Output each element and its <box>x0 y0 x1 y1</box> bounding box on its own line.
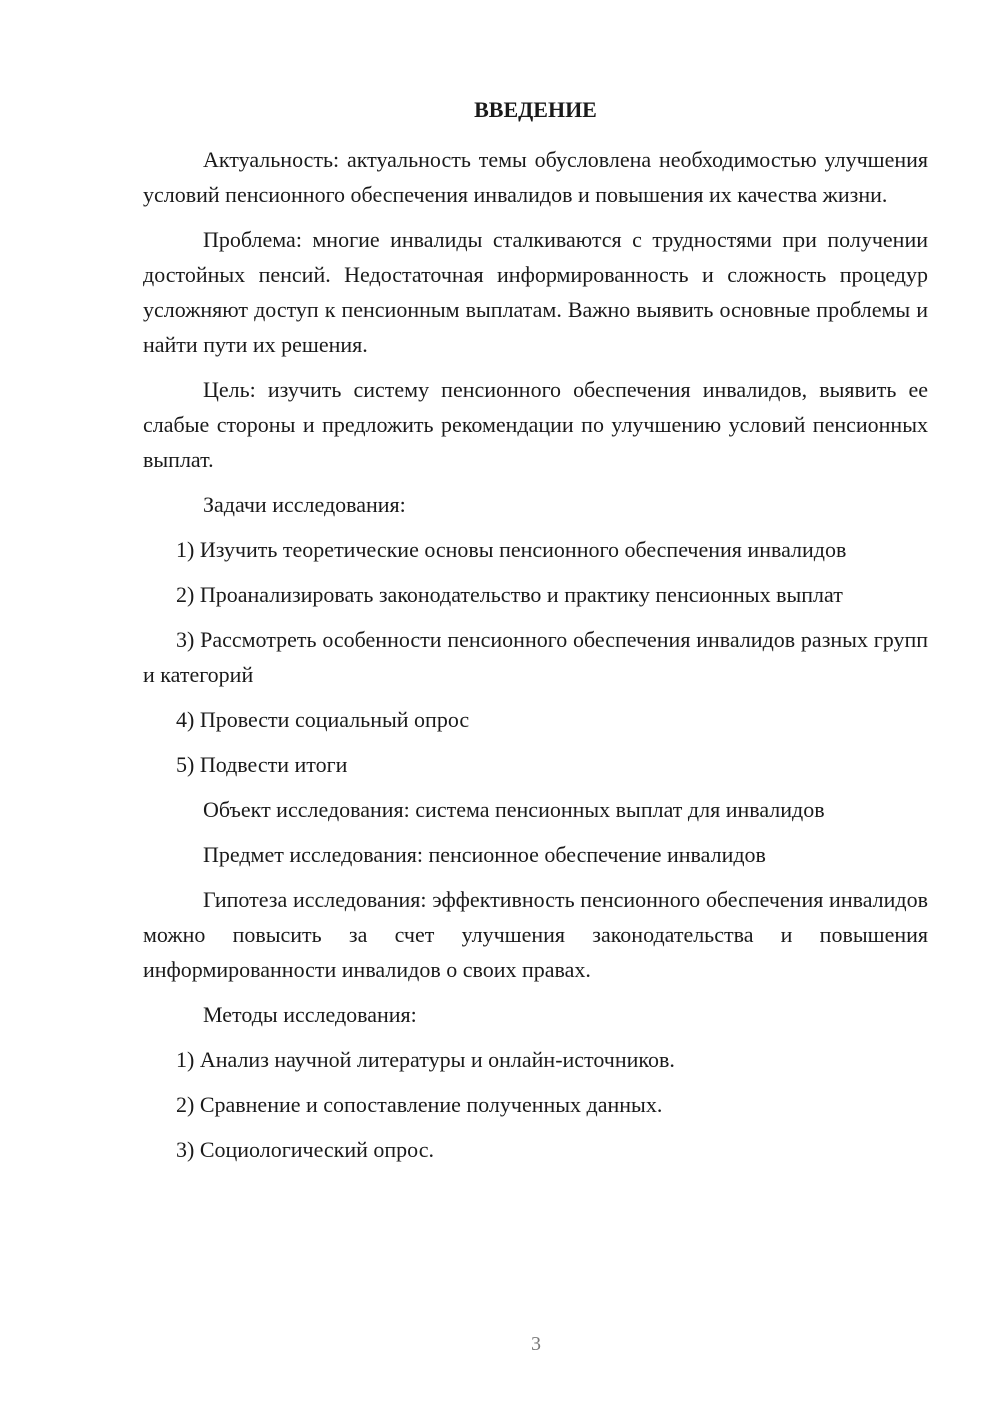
method-item-1: 1) Анализ научной литературы и онлайн-источников. <box>176 1047 675 1072</box>
task-item-1: 1) Изучить теоретические основы пенсионного обеспечения инвалидов <box>176 537 847 562</box>
methods-heading: Методы исследования: <box>203 1002 417 1027</box>
paragraph-relevance: Актуальность: актуальность темы обусловлена необходимостью улучшения условий пенсионного обеспечения инвалидов и повышения их качества жизни. <box>143 147 928 207</box>
paragraph-object: Объект исследования: система пенсионных выплат для инвалидов <box>203 797 825 822</box>
task-item-4: 4) Провести социальный опрос <box>176 707 470 732</box>
paragraph-problem: Проблема: многие инвалиды сталкиваются с трудностями при получении достойных пенсий. Недостаточная информированность и сложность процедур усложняют доступ к пенсионным выплатам. Важно выявить основные проблемы и найти пути их решения. <box>143 227 928 357</box>
page-number: 3 <box>531 1333 541 1355</box>
task-item-5: 5) Подвести итоги <box>176 752 348 777</box>
tasks-heading: Задачи исследования: <box>203 492 406 517</box>
paragraph-goal: Цель: изучить систему пенсионного обеспечения инвалидов, выявить ее слабые стороны и предложить рекомендации по улучшению условий пенсионных выплат. <box>143 377 928 472</box>
method-item-2: 2) Сравнение и сопоставление полученных данных. <box>176 1092 663 1117</box>
paragraph-hypothesis: Гипотеза исследования: эффективность пенсионного обеспечения инвалидов можно повысить за счет улучшения законодательства и повышения информированности инвалидов о своих правах. <box>143 887 928 982</box>
paragraph-subject: Предмет исследования: пенсионное обеспечение инвалидов <box>203 842 766 867</box>
method-item-3: 3) Социологический опрос. <box>176 1137 434 1162</box>
document-body <box>143 96 928 1167</box>
task-item-2: 2) Проанализировать законодательство и практику пенсионных выплат <box>176 582 843 607</box>
task-item-3: 3) Рассмотреть особенности пенсионного обеспечения инвалидов разных групп и категорий <box>143 627 928 687</box>
page-title: ВВЕДЕНИЕ <box>474 97 597 122</box>
